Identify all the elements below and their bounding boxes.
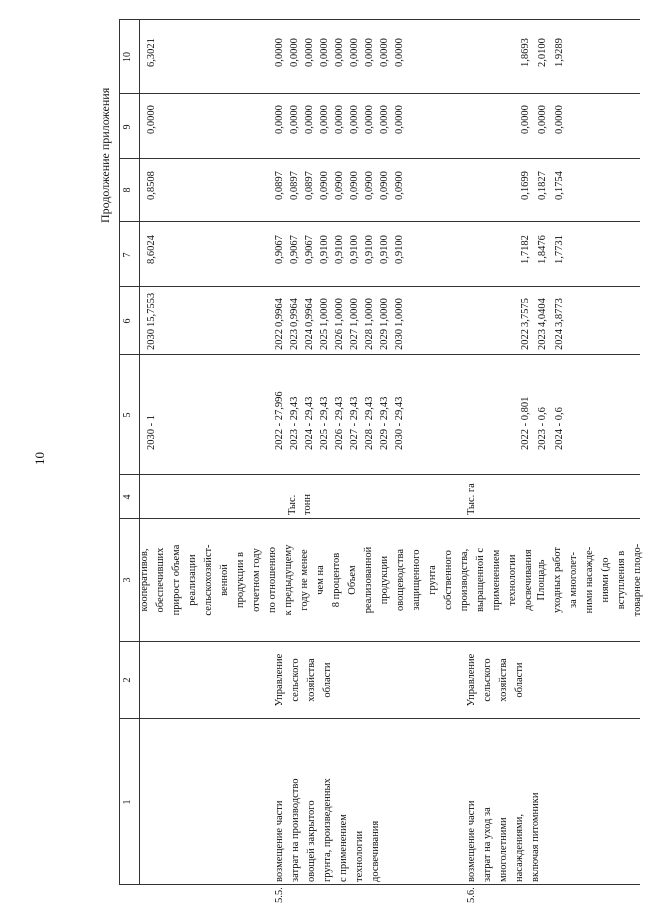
cell-v10: 0,0000: [394, 38, 405, 67]
cell-v8: 0,0897: [274, 171, 285, 200]
executor-line: области: [322, 662, 333, 698]
indicator-text-line: чем на: [315, 565, 326, 595]
cell-year: 2029: [379, 329, 390, 350]
event-name-line: многолетними: [498, 817, 509, 882]
col-number-8: 8: [122, 187, 133, 193]
event-name-line: затрат на производство: [290, 778, 301, 882]
indicator-text-line: собственного: [443, 550, 454, 610]
event-name-line: с применением: [338, 814, 349, 882]
col-divider-7: [119, 221, 640, 222]
cell-v7: 0,9067: [274, 235, 285, 264]
cell-v10: 0,0000: [334, 38, 345, 67]
cell-v7: 1,8476: [537, 235, 548, 264]
indicator-text-line: ниями (до: [600, 557, 611, 603]
table-left-border: [119, 884, 640, 885]
indicator-text-line: выращенной с: [475, 547, 486, 613]
cell-v8: 0,0897: [289, 171, 300, 200]
col-number-1: 1: [122, 799, 133, 805]
row-5-6-indicator: [534, 523, 646, 637]
cell-v7: 0,9100: [334, 235, 345, 264]
cell-period: 2024 - 0,6: [554, 407, 565, 450]
event-name-line: затрат на уход за: [482, 807, 493, 882]
cell-v9: 0,0000: [554, 105, 565, 134]
executor-line: хозяйства: [306, 658, 317, 702]
row-5-5-event-name: [272, 778, 384, 882]
cell-v9: 0,0000: [379, 105, 390, 134]
cell-period: 2026 - 29,43: [334, 396, 345, 450]
event-name-line: возмещение части: [466, 800, 477, 882]
cell-v10: 0,0000: [379, 38, 390, 67]
cell-v10: 0,0000: [289, 38, 300, 67]
indicator-text-line: товарное плодо-: [632, 543, 643, 617]
col-divider-6: [119, 286, 640, 287]
indicator-text-line: уходных работ: [552, 547, 563, 613]
cell-v9: 0,0000: [537, 105, 548, 134]
col-divider-8: [119, 158, 640, 159]
cell-v10: 0,0000: [364, 38, 375, 67]
col-divider-1: [119, 718, 640, 719]
executor-line: Управление: [466, 653, 477, 707]
cell-v9: 0,0000: [364, 105, 375, 134]
col-number-2: 2: [122, 677, 133, 683]
cell-year: 2023: [289, 329, 300, 350]
top-row-value-6: 15,7553: [146, 292, 157, 327]
cell-v6: 1,0000: [319, 298, 330, 327]
row-5-5-executor: [272, 645, 336, 715]
cell-v8: 0,0900: [319, 171, 330, 200]
cell-v7: 0,9067: [304, 235, 315, 264]
col-number-3: 3: [122, 577, 133, 583]
top-row-value-7: 8,6024: [146, 235, 157, 264]
cell-v9: 0,0000: [304, 105, 315, 134]
cell-v7: 0,9100: [349, 235, 360, 264]
cell-v7: 1,7731: [554, 235, 565, 264]
header-bottom-border: [139, 19, 140, 885]
indicator-text-line: венной: [219, 564, 230, 596]
indicator-text-line: производства,: [459, 548, 470, 612]
indicator-text-line: вступления в: [616, 550, 627, 610]
cell-year: 2026: [334, 329, 345, 350]
event-name-line: технологии: [354, 830, 365, 882]
cell-v9: 0,0000: [334, 105, 345, 134]
indicator-text-line: ними насажде-: [584, 546, 595, 614]
indicator-text-line: продукции в: [235, 552, 246, 608]
cell-v7: 0,9100: [319, 235, 330, 264]
event-name-line: досвечивания: [370, 820, 381, 882]
cell-v9: 0,0000: [319, 105, 330, 134]
executor-line: хозяйства: [498, 658, 509, 702]
cell-year: 2022: [274, 329, 285, 350]
cell-v6: 1,0000: [334, 298, 345, 327]
indicator-text-line: Площадь: [536, 559, 547, 601]
cell-v6: 4,0404: [537, 298, 548, 327]
cell-v6: 0,9964: [274, 298, 285, 327]
indicator-text-line: овощеводства: [395, 548, 406, 612]
cell-v9: 0,0000: [349, 105, 360, 134]
col-number-10: 10: [122, 52, 133, 62]
indicator-text-line: продукции: [379, 555, 390, 605]
indicator-text-line: реализации: [187, 554, 198, 606]
cell-period: 2025 - 29,43: [319, 396, 330, 450]
indicator-text-line: обеспечивших: [155, 547, 166, 613]
col-divider-3: [119, 518, 640, 519]
indicator-text-line: кооперативов,: [139, 548, 150, 612]
cell-v6: 1,0000: [364, 298, 375, 327]
col-divider-4: [119, 474, 640, 475]
cell-v9: 0,0000: [394, 105, 405, 134]
cell-period: 2024 - 29,43: [304, 396, 315, 450]
top-row-period: 2030 - 1: [146, 415, 157, 450]
cell-period: 2023 - 29,43: [289, 396, 300, 450]
row-5-6-event-name: [464, 793, 544, 882]
cell-v8: 0,1699: [520, 171, 531, 200]
indicator-text-line: по отношению: [267, 547, 278, 613]
cell-period: 2022 - 0,801: [520, 396, 531, 450]
cell-year: 2027: [349, 329, 360, 350]
cell-year: 2023: [537, 329, 548, 350]
indicator-text-line: досвечивания: [523, 549, 534, 611]
cell-v8: 0,0897: [304, 171, 315, 200]
indicator-text-line: реализованной: [363, 546, 374, 614]
cell-v8: 0,0900: [334, 171, 345, 200]
col-number-9: 9: [122, 124, 133, 130]
row-5-6-unit: Тыс. га: [466, 483, 477, 515]
indicator-text-line: защищенного: [411, 549, 422, 611]
row-5-5-unit: Тыс. тонн: [287, 494, 313, 515]
table-right-border: [119, 19, 640, 20]
indicator-text-line: году не менее: [299, 549, 310, 611]
indicator-text-line: прирост объема: [171, 544, 182, 616]
cell-v10: 0,0000: [349, 38, 360, 67]
cell-v10: 1,9289: [554, 38, 565, 67]
cell-year: 2028: [364, 329, 375, 350]
event-name-line: возмещение части: [274, 800, 285, 882]
row-5-5-number: 5.5.: [274, 887, 285, 903]
row-5-6-number: 5.6.: [466, 887, 477, 903]
top-row-year: 2030: [146, 329, 157, 350]
cell-period: 2028 - 29,43: [364, 396, 375, 450]
event-name-line: грунта, произведенных: [322, 778, 333, 882]
cell-v10: 1,8693: [520, 38, 531, 67]
cell-v8: 0,1827: [537, 171, 548, 200]
cell-year: 2030: [394, 329, 405, 350]
executor-line: области: [514, 662, 525, 698]
cell-year: 2024: [304, 329, 315, 350]
cell-v7: 0,9100: [394, 235, 405, 264]
indicator-text-line: сельскохозяйст-: [203, 544, 214, 616]
cell-v10: 0,0000: [319, 38, 330, 67]
cell-v6: 1,0000: [349, 298, 360, 327]
cell-v9: 0,0000: [520, 105, 531, 134]
cell-v6: 1,0000: [379, 298, 390, 327]
top-row-value-10: 6,3021: [146, 38, 157, 67]
cell-v7: 0,9100: [364, 235, 375, 264]
cell-v8: 0,0900: [349, 171, 360, 200]
cell-v6: 0,9964: [304, 298, 315, 327]
executor-line: сельского: [482, 658, 493, 702]
indicator-text-line: к предыдущему: [283, 544, 294, 616]
col-number-7: 7: [122, 252, 133, 258]
cell-v8: 0,0900: [394, 171, 405, 200]
cell-v7: 0,9067: [289, 235, 300, 264]
col-divider-5: [119, 354, 640, 355]
indicator-text-line: применением: [491, 549, 502, 611]
cell-v8: 0,1754: [554, 171, 565, 200]
cell-period: 2029 - 29,43: [379, 396, 390, 450]
cell-v6: 1,0000: [394, 298, 405, 327]
top-row-value-9: 0,0000: [146, 105, 157, 134]
cell-v6: 3,8773: [554, 298, 565, 327]
cell-v10: 0,0000: [274, 38, 285, 67]
col-divider-9: [119, 93, 640, 94]
cell-v8: 0,0900: [379, 171, 390, 200]
cell-period: 2027 - 29,43: [349, 396, 360, 450]
executor-line: сельского: [290, 658, 301, 702]
indicator-text-line: отчетном году: [251, 548, 262, 612]
cell-period: 2023 - 0,6: [537, 407, 548, 450]
cell-v6: 0,9964: [289, 298, 300, 327]
indicator-text-line: за многолет-: [568, 551, 579, 609]
event-name-line: включая питомники: [530, 792, 541, 882]
event-name-line: овощей закрытого: [306, 800, 317, 882]
cell-year: 2022: [520, 329, 531, 350]
indicator-text-line: Объем: [347, 565, 358, 595]
indicator-text-line: 8 процентов: [331, 552, 342, 608]
cell-v9: 0,0000: [274, 105, 285, 134]
col-number-4: 4: [122, 494, 133, 500]
executor-line: Управление: [274, 653, 285, 707]
cell-year: 2025: [319, 329, 330, 350]
col-divider-2: [119, 641, 640, 642]
indicator-text-line: грунта: [427, 565, 438, 595]
col-number-6: 6: [122, 318, 133, 324]
cell-v8: 0,0900: [364, 171, 375, 200]
cell-period: 2030 - 29,43: [394, 396, 405, 450]
page-number: 10: [32, 452, 47, 465]
cell-v9: 0,0000: [289, 105, 300, 134]
cell-v7: 1,7182: [520, 235, 531, 264]
cell-v7: 0,9100: [379, 235, 390, 264]
cell-year: 2024: [554, 329, 565, 350]
cell-v10: 2,0100: [537, 38, 548, 67]
row-5-6-executor: [464, 645, 528, 715]
event-name-line: насаждениями,: [514, 814, 525, 882]
continuation-label: Продолжение приложения: [98, 87, 112, 223]
row-5-5-indicator: [345, 523, 537, 637]
col-number-5: 5: [122, 412, 133, 418]
cell-period: 2022 - 27,996: [274, 391, 285, 450]
top-row-indicator-text: [137, 523, 345, 637]
table-top-border: [119, 19, 120, 885]
top-row-value-8: 0,8508: [146, 171, 157, 200]
indicator-text-line: технологии: [507, 554, 518, 606]
cell-v10: 0,0000: [304, 38, 315, 67]
cell-v6: 3,7575: [520, 298, 531, 327]
